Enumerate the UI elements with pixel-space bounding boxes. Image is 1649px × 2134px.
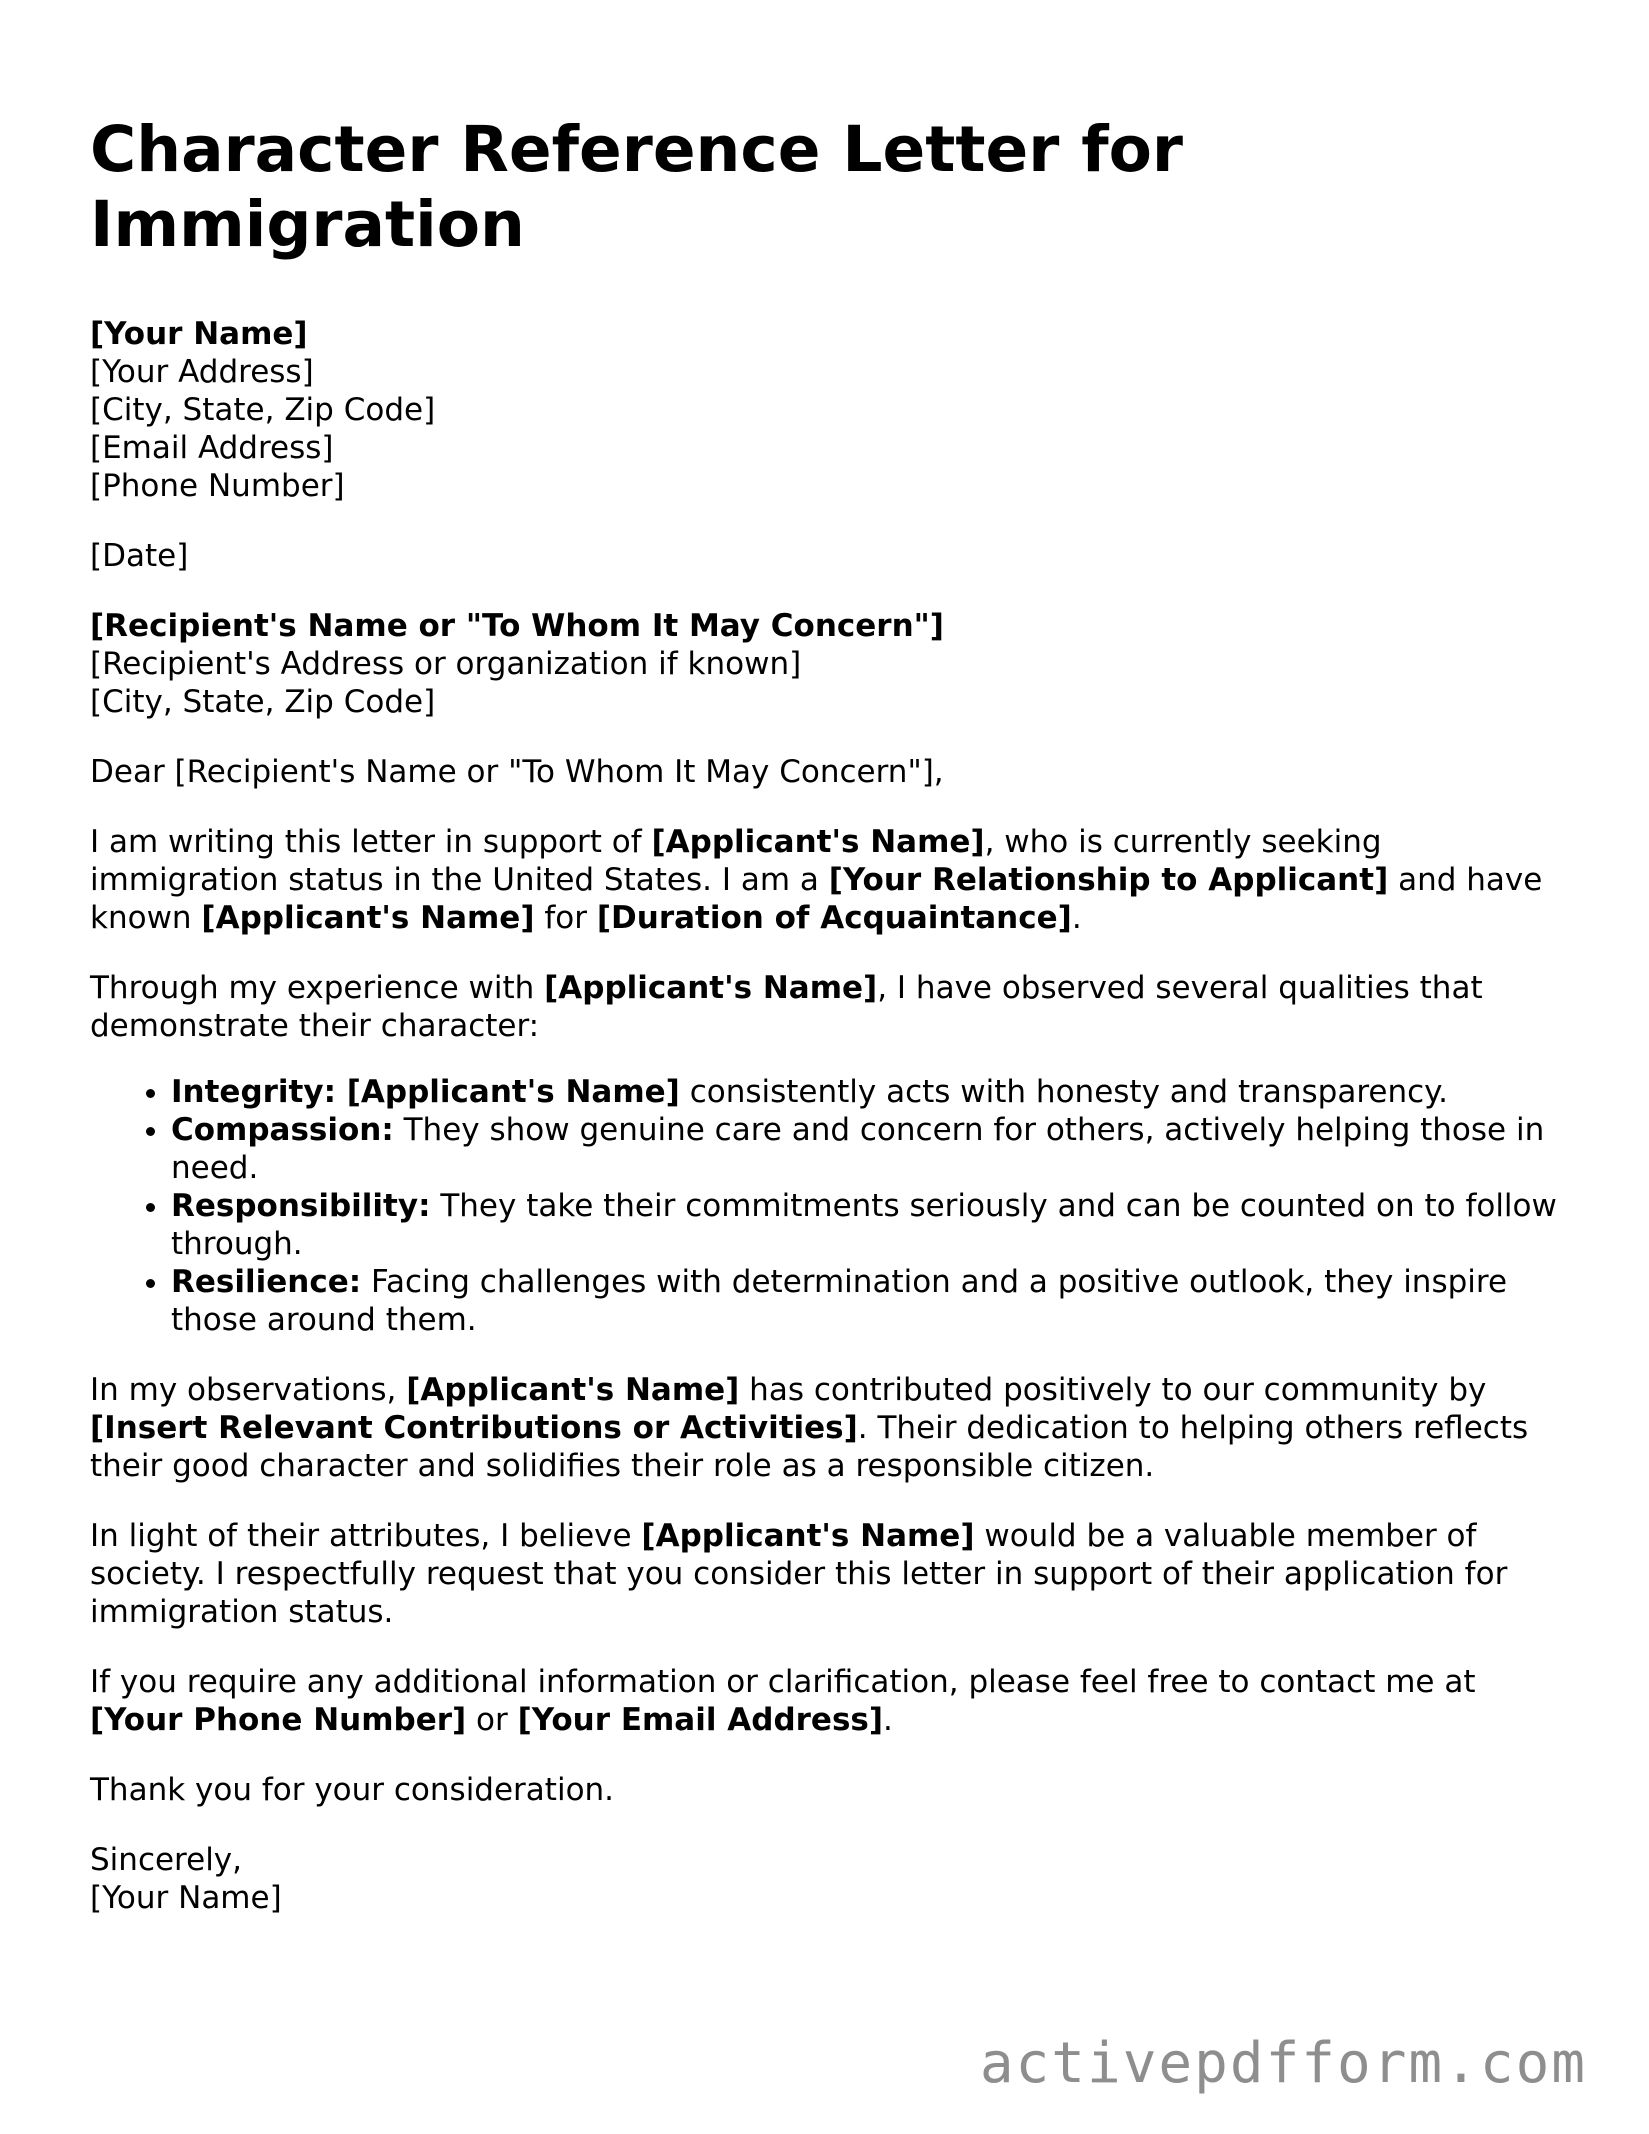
sender-address: [Your Address] (90, 354, 314, 390)
signoff: Sincerely, (90, 1842, 243, 1878)
quality-text: They show genuine care and concern for others, actively helping those in need. (171, 1112, 1545, 1186)
quality-label: Integrity: [Applicant's Name] (171, 1074, 680, 1110)
quality-label: Responsibility: (171, 1188, 431, 1224)
quality-label: Resilience: (171, 1264, 362, 1300)
text-run: . (1071, 900, 1082, 936)
text-run: . Their dedication to helping others reflects their good character and solidifies their role as a responsible citizen. (90, 1410, 1529, 1484)
text-run: or (466, 1702, 518, 1738)
paragraph-introduction (90, 823, 1570, 937)
date-block (90, 537, 1570, 575)
text-run: for (534, 900, 597, 936)
signature-block (90, 1841, 1570, 1917)
quality-text: Facing challenges with determination and a positive outlook, they inspire those around them. (171, 1264, 1508, 1338)
recipient-address: [Recipient's Address or organization if known] (90, 646, 802, 682)
paragraph-request (90, 1517, 1570, 1631)
placeholder-relationship: [Your Relationship to Applicant] (828, 862, 1389, 898)
text-run: If you require any additional information or clarification, please feel free to contact me at (90, 1664, 1476, 1700)
placeholder-applicant-name: [Applicant's Name] (641, 1518, 975, 1554)
text-run: , who is currently seeking immigration status in the United States. I am a (90, 824, 1382, 898)
salutation: Dear [Recipient's Name or "To Whom It May Concern"], (90, 754, 944, 790)
placeholder-contributions: [Insert Relevant Contributions or Activities] (90, 1410, 858, 1446)
text-run: Through my experience with (90, 970, 545, 1006)
text-run: has contributed positively to our community by (739, 1372, 1487, 1408)
placeholder-phone: [Your Phone Number] (90, 1702, 467, 1738)
list-item-compassion (171, 1111, 1570, 1187)
paragraph-community (90, 1371, 1570, 1485)
text-run: , I have observed several qualities that demonstrate their character: (90, 970, 1483, 1044)
recipient-block (90, 607, 1570, 721)
sender-email: [Email Address] (90, 430, 334, 466)
placeholder-applicant-name: [Applicant's Name] (544, 970, 878, 1006)
placeholder-email: [Your Email Address] (517, 1702, 884, 1738)
text-run: and have known (90, 862, 1543, 936)
closing-thanks: Thank you for your consideration. (90, 1772, 615, 1808)
quality-text: They take their commitments seriously and can be counted on to follow through. (171, 1188, 1557, 1262)
placeholder-applicant-name: [Applicant's Name] (201, 900, 535, 936)
placeholder-applicant-name: [Applicant's Name] (651, 824, 985, 860)
placeholder-duration: [Duration of Acquaintance] (596, 900, 1072, 936)
list-item-integrity (171, 1073, 1570, 1111)
recipient-city-state-zip: [City, State, Zip Code] (90, 684, 436, 720)
paragraph-qualities-intro (90, 969, 1570, 1045)
text-run: . (883, 1702, 893, 1738)
signature-name: [Your Name] (90, 1880, 282, 1916)
paragraph-contact (90, 1663, 1570, 1739)
sender-block (90, 315, 1570, 505)
letter-page (90, 112, 1570, 1949)
list-item-responsibility (171, 1187, 1570, 1263)
sender-city-state-zip: [City, State, Zip Code] (90, 392, 436, 428)
sender-name: [Your Name] (90, 316, 308, 352)
placeholder-applicant-name: [Applicant's Name] (406, 1372, 740, 1408)
quality-label: Compassion: (171, 1112, 394, 1148)
sender-phone: [Phone Number] (90, 468, 345, 504)
recipient-name: [Recipient's Name or "To Whom It May Concern"] (90, 608, 944, 644)
text-run: I am writing this letter in support of (90, 824, 652, 860)
list-item-resilience (171, 1263, 1570, 1339)
quality-text: consistently acts with honesty and transparency. (679, 1074, 1448, 1110)
text-run: In my observations, (90, 1372, 407, 1408)
text-run: would be a valuable member of society. I respectfully request that you consider this letter in support of their application for immigration status. (90, 1518, 1508, 1630)
watermark: activepdfform.com (979, 2031, 1587, 2096)
letter-date: [Date] (90, 538, 189, 574)
letter-title: Character Reference Letter for Immigration (90, 113, 1183, 261)
text-run: In light of their attributes, I believe (90, 1518, 642, 1554)
qualities-list (90, 1073, 1570, 1339)
